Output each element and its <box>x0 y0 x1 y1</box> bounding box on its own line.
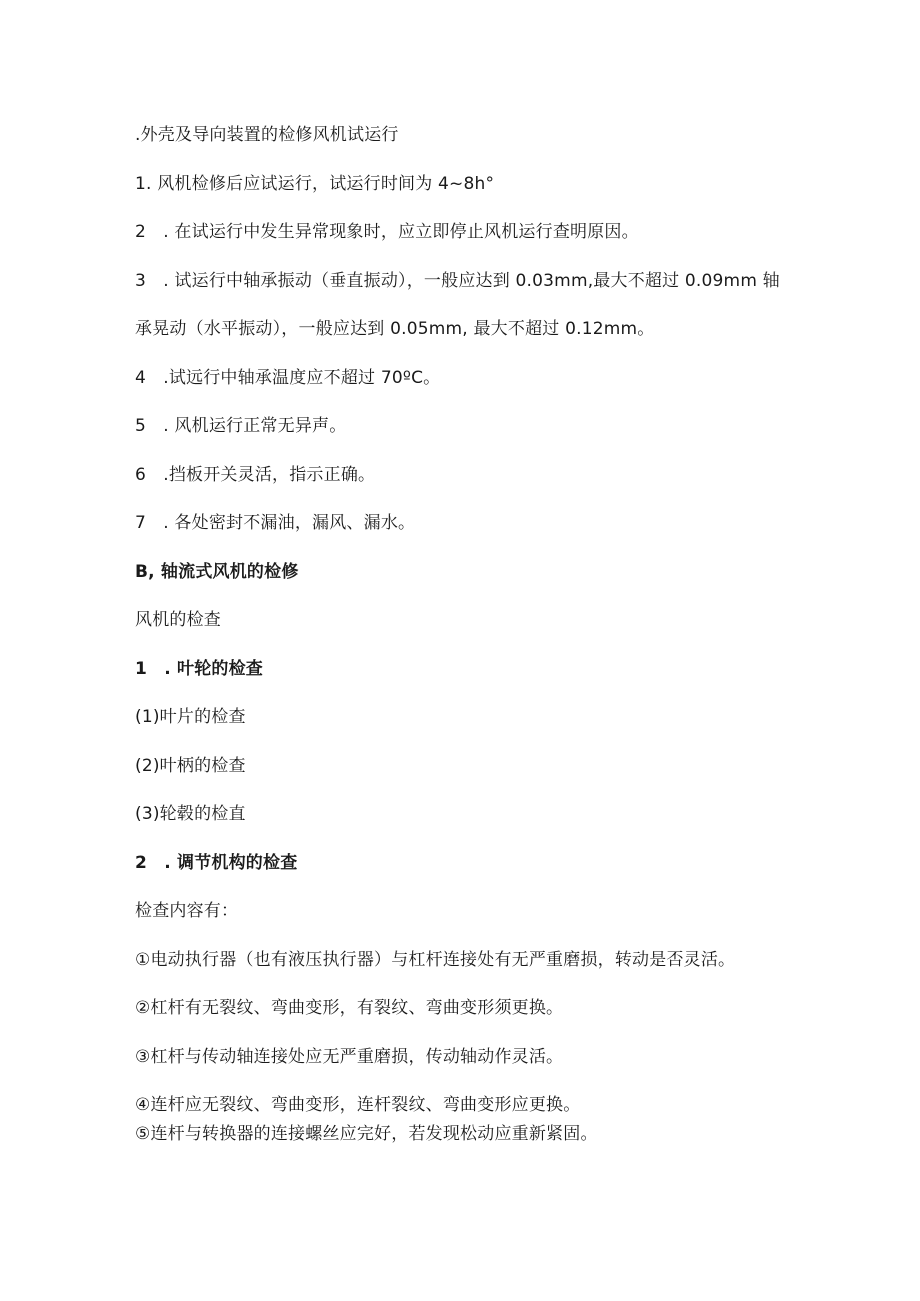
label-inspection-content: 检查内容有： <box>135 901 239 921</box>
heading-impeller-inspection: 1 . 叶轮的检查 <box>135 659 264 679</box>
list-item-7-sealing: 7 . 各处密封不漏油，漏风、漏水。 <box>135 513 416 533</box>
list-item-lever-cracks: ②杠杆有无裂纹、弯曲变形，有裂纹、弯曲变形须更换。 <box>135 998 564 1018</box>
list-item-blade-handle-inspection: (2)叶柄的检查 <box>135 756 246 776</box>
list-item-rod-converter-screws: ⑤连杆与转换器的连接螺丝应完好，若发现松动应重新紧固。 <box>135 1124 598 1144</box>
list-item-5-no-noise: 5 . 风机运行正常无异声。 <box>135 416 347 436</box>
list-item-3-horizontal-vibration: 承晃动（水平振动），一般应达到 0.05mm, 最大不超过 0.12mm。 <box>135 319 655 339</box>
list-item-connecting-rod: ④连杆应无裂纹、弯曲变形，连杆裂纹、弯曲变形应更换。 <box>135 1095 581 1115</box>
heading-adjusting-mechanism: 2 . 调节机构的检查 <box>135 853 298 873</box>
list-item-lever-shaft: ③杠杆与传动轴连接处应无严重磨损，传动轴动作灵活。 <box>135 1047 564 1067</box>
list-item-blade-inspection: (1)叶片的检查 <box>135 707 246 727</box>
list-item-4-bearing-temperature: 4 .试远行中轴承温度应不超过 70ºC。 <box>135 368 441 388</box>
section-heading-axial-fan: B, 轴流式风机的检修 <box>135 562 299 582</box>
list-item-3-vertical-vibration: 3 . 试运行中轴承振动（垂直振动），一般应达到 0.03mm,最大不超过 0.09mm 轴 <box>135 271 780 291</box>
subsection-fan-inspection: 风机的检查 <box>135 610 221 630</box>
list-item-actuator-lever: ①电动执行器（也有液压执行器）与杠杆连接处有无严重磨损，转动是否灵活。 <box>135 950 736 970</box>
list-item-1-trial-run: 1. 风机检修后应试运行，试运行时间为 4~8h° <box>135 174 495 194</box>
list-item-hub-inspection: (3)轮毂的检直 <box>135 804 246 824</box>
section-heading-casing-guide: .外壳及导向装置的检修风机试运行 <box>135 125 399 145</box>
list-item-2-abnormal-stop: 2 . 在试运行中发生异常现象时，应立即停止风机运行查明原因。 <box>135 222 639 242</box>
list-item-6-damper: 6 .挡板开关灵活，指示正确。 <box>135 465 376 485</box>
